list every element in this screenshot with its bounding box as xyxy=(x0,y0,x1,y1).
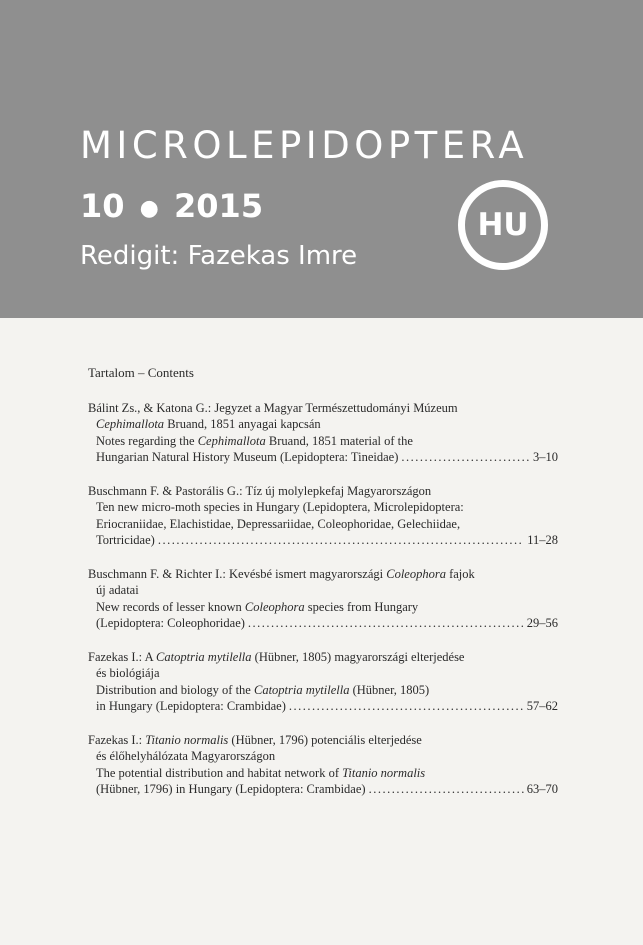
table-of-contents xyxy=(88,365,558,815)
cover-header xyxy=(0,0,643,318)
hu-badge xyxy=(458,180,548,270)
dot-leader xyxy=(289,698,524,715)
dot-leader xyxy=(248,615,524,632)
entry-authors: Fazekas I.: xyxy=(88,732,143,747)
entry-title-en: Ten new micro-moth species in Hungary (Lepidoptera, Microlepidoptera: xyxy=(96,500,464,514)
genus-name: Cephimallota xyxy=(96,417,165,431)
entry-title-en: The potential distribution and habitat network of Titanio normalis xyxy=(96,765,426,780)
page-range: 3–10 xyxy=(533,450,558,464)
entry-authors: Buschmann F. & Richter I.: xyxy=(88,566,226,581)
entry-authors: Buschmann F. & Pastorális G.: xyxy=(88,483,243,498)
entry-authors: Fazekas I.: A xyxy=(88,649,153,664)
volume-year xyxy=(80,187,263,225)
page-range: 63–70 xyxy=(526,782,558,796)
page-range: 57–62 xyxy=(526,699,558,713)
species-name: Titanio normalis xyxy=(145,732,229,747)
year: 2015 xyxy=(174,187,264,225)
page-range: 11–28 xyxy=(527,533,558,547)
entry-title-hu: Fazekas I.: Titanio normalis (Hübner, 1796) potenciális elterjedése xyxy=(88,732,422,747)
entry-authors: Bálint Zs., & Katona G.: xyxy=(88,400,212,415)
entry-title-en: Distribution and biology of the Catoptria mytilella (Hübner, 1805) xyxy=(96,682,430,697)
dot-leader xyxy=(369,781,524,798)
entry-title-hu: Buschmann F. & Pastorális G.: Tíz új molylepkefaj Magyarországon xyxy=(88,483,432,498)
toc-heading: Tartalom – Contents xyxy=(88,365,194,380)
dot-leader xyxy=(401,449,530,466)
species-name: Titanio normalis xyxy=(342,765,426,780)
volume-number: 10 xyxy=(80,187,125,225)
species-name: Catoptria mytilella xyxy=(253,682,350,697)
entry-title-en: New records of lesser known Coleophora species from Hungary xyxy=(96,599,419,614)
species-name: Catoptria mytilella xyxy=(156,649,252,664)
editor-line: Redigit: Fazekas Imre xyxy=(80,241,358,271)
bullet-icon: ● xyxy=(139,195,159,221)
toc-entry[interactable]: Buschmann F. & Richter I.: Kevésbé ismert magyarországi Coleophora fajok új adatai New records of lesser known Coleophora species from Hungary (Lepidoptera: Coleophoridae) ..... 29–56 xyxy=(88,566,558,632)
genus-name: Cephimallota xyxy=(197,433,266,448)
toc-entry[interactable]: Fazekas I.: A Catoptria mytilella (Hübner, 1805) magyarországi elterjedése és biológiája Distribution and biology of the Catoptria mytilella (Hübner, 1805) in Hungary (Lepidoptera: Crambidae) ..... 57–62 xyxy=(88,649,558,715)
entry-title-hu: Bálint Zs., & Katona G.: Jegyzet a Magyar Természettudományi Múzeum xyxy=(88,400,458,415)
page-range: 29–56 xyxy=(526,616,558,630)
toc-entry[interactable]: Bálint Zs., & Katona G.: Jegyzet a Magyar Természettudományi Múzeum Cephimallota Bruand, 1851 anyagai kapcsán Notes regarding the Cephimallota Bruand, 1851 material of the Hungarian Natural History Museum (Lepidoptera: Tineidae) ..... 3–10 xyxy=(88,400,558,466)
genus-name: Coleophora xyxy=(244,599,305,614)
series-title: MICROLEPIDOPTERA xyxy=(80,124,529,167)
entry-title-hu: Fazekas I.: A Catoptria mytilella (Hübner, 1805) magyarországi elterjedése xyxy=(88,649,465,664)
genus-name: Coleophora xyxy=(386,566,446,581)
toc-entry[interactable]: Buschmann F. & Pastorális G.: Tíz új molylepkefaj Magyarországon Ten new micro-moth species in Hungary (Lepidoptera, Microlepidoptera: Eriocraniidae, Elachistidae, Depressariidae, Coleophoridae, Gelechiidae, Tortricidae) ..... 11–28 xyxy=(88,483,558,549)
entry-title-hu: Buschmann F. & Richter I.: Kevésbé ismert magyarországi Coleophora fajok xyxy=(88,566,475,581)
dot-leader xyxy=(158,532,524,549)
toc-entry[interactable]: Fazekas I.: Titanio normalis (Hübner, 1796) potenciális elterjedése és élőhelyhálózata Magyarországon The potential distribution and habitat network of Titanio normalis (Hübner, 1796) in Hungary (Lepidoptera: Crambidae) ..... 63–70 xyxy=(88,732,558,798)
entry-title-en: Notes regarding the Cephimallota Bruand, 1851 material of the xyxy=(96,433,413,448)
hu-badge-label: HU xyxy=(477,207,529,243)
